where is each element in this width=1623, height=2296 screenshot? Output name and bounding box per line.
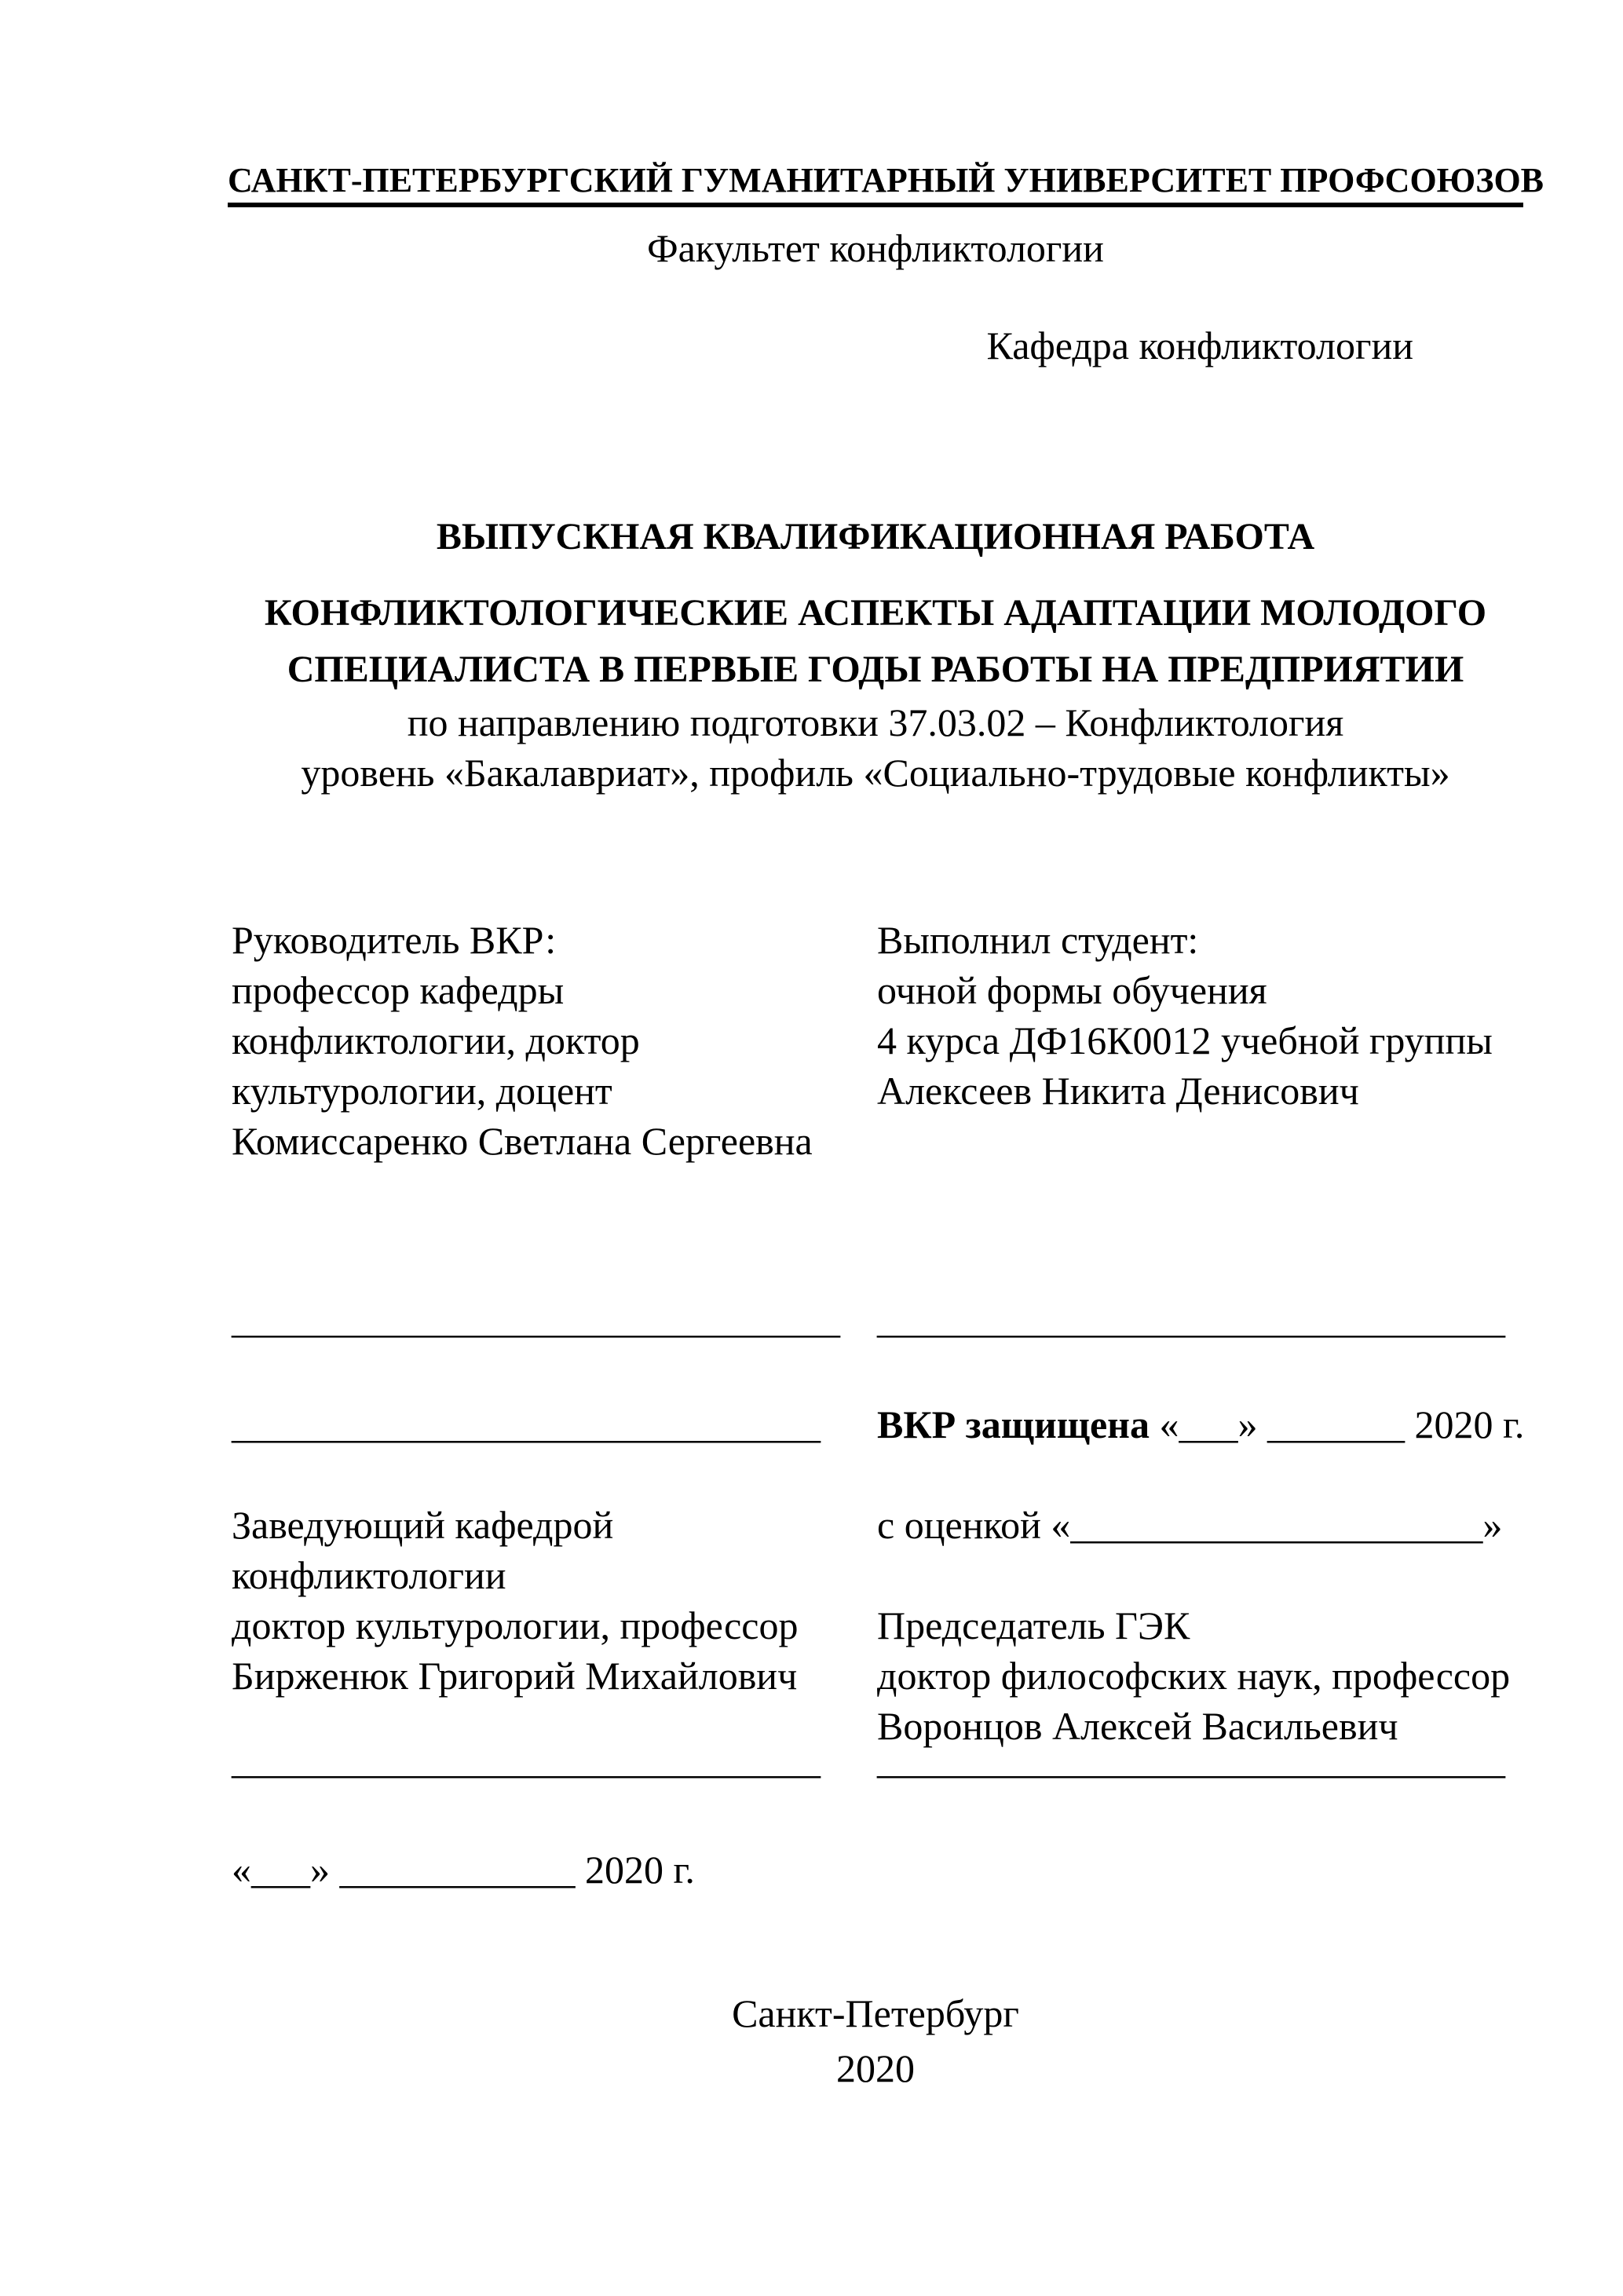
thesis-title-line-2: СПЕЦИАЛИСТА В ПЕРВЫЕ ГОДЫ РАБОТЫ НА ПРЕДПРИЯТИИ [287, 649, 1464, 690]
supervisor-line: конфликтологии, доктор [232, 1018, 640, 1062]
city-name: Санкт-Петербург [732, 1991, 1019, 2035]
student-name: Алексеев Никита Денисович [877, 1069, 1359, 1113]
head-signature-line: ______________________________ [232, 1402, 821, 1446]
supervisor-line: культурологии, доцент [232, 1069, 612, 1113]
student-line: очной формы обучения [877, 968, 1267, 1012]
faculty-name: Факультет конфликтологии [647, 226, 1104, 270]
committee-chair-line: доктор философских наук, профессор [877, 1654, 1511, 1698]
header-rule [228, 203, 1523, 207]
supervisor-name: Комиссаренко Светлана Сергеевна [232, 1119, 813, 1163]
head-date-blank: «___» ____________ 2020 г. [232, 1848, 695, 1892]
committee-chair-heading: Председатель ГЭК [877, 1603, 1190, 1647]
head-of-department-line: доктор культурологии, профессор [232, 1603, 799, 1647]
student-group-line: 4 курса ДФ16К0012 учебной группы [877, 1018, 1493, 1062]
defended-date-blank: «___» _______ 2020 г. [1159, 1402, 1525, 1446]
head-of-department-line: Заведующий кафедрой [232, 1503, 614, 1547]
defense-date-line [877, 1399, 1524, 1450]
committee-chair-name: Воронцов Алексей Васильевич [877, 1704, 1398, 1748]
university-name: САНКТ-ПЕТЕРБУРГСКИЙ ГУМАНИТАРНЫЙ УНИВЕРСИТЕТ ПРОФСОЮЗОВ [228, 161, 1544, 199]
level-profile-line: уровень «Бакалавриат», профиль «Социально-трудовые конфликты» [301, 751, 1450, 795]
program-line: по направлению подготовки 37.03.02 – Конфликтология [407, 700, 1344, 744]
chair-signature-line: ________________________________ [877, 1738, 1505, 1782]
student-signature-line: ________________________________ [877, 1297, 1505, 1341]
defended-label: ВКР защищена [877, 1402, 1150, 1446]
supervisor-line: профессор кафедры [232, 968, 565, 1012]
head-signature-line: ______________________________ [232, 1738, 821, 1782]
supervisor-signature-line: _______________________________ [232, 1297, 840, 1341]
student-heading: Выполнил студент: [877, 918, 1199, 962]
supervisor-heading: Руководитель ВКР: [232, 918, 557, 962]
head-of-department-line: конфликтологии [232, 1553, 506, 1597]
grade-blank-line: с оценкой «_____________________» [877, 1503, 1503, 1547]
year: 2020 [836, 2046, 915, 2090]
department-name: Кафедра конфликтологии [986, 324, 1413, 367]
head-of-department-name: Бирженюк Григорий Михайлович [232, 1654, 798, 1698]
thesis-title-line-1: КОНФЛИКТОЛОГИЧЕСКИЕ АСПЕКТЫ АДАПТАЦИИ МОЛОДОГО [264, 592, 1487, 634]
work-type-heading: ВЫПУСКНАЯ КВАЛИФИКАЦИОННАЯ РАБОТА [436, 516, 1315, 558]
